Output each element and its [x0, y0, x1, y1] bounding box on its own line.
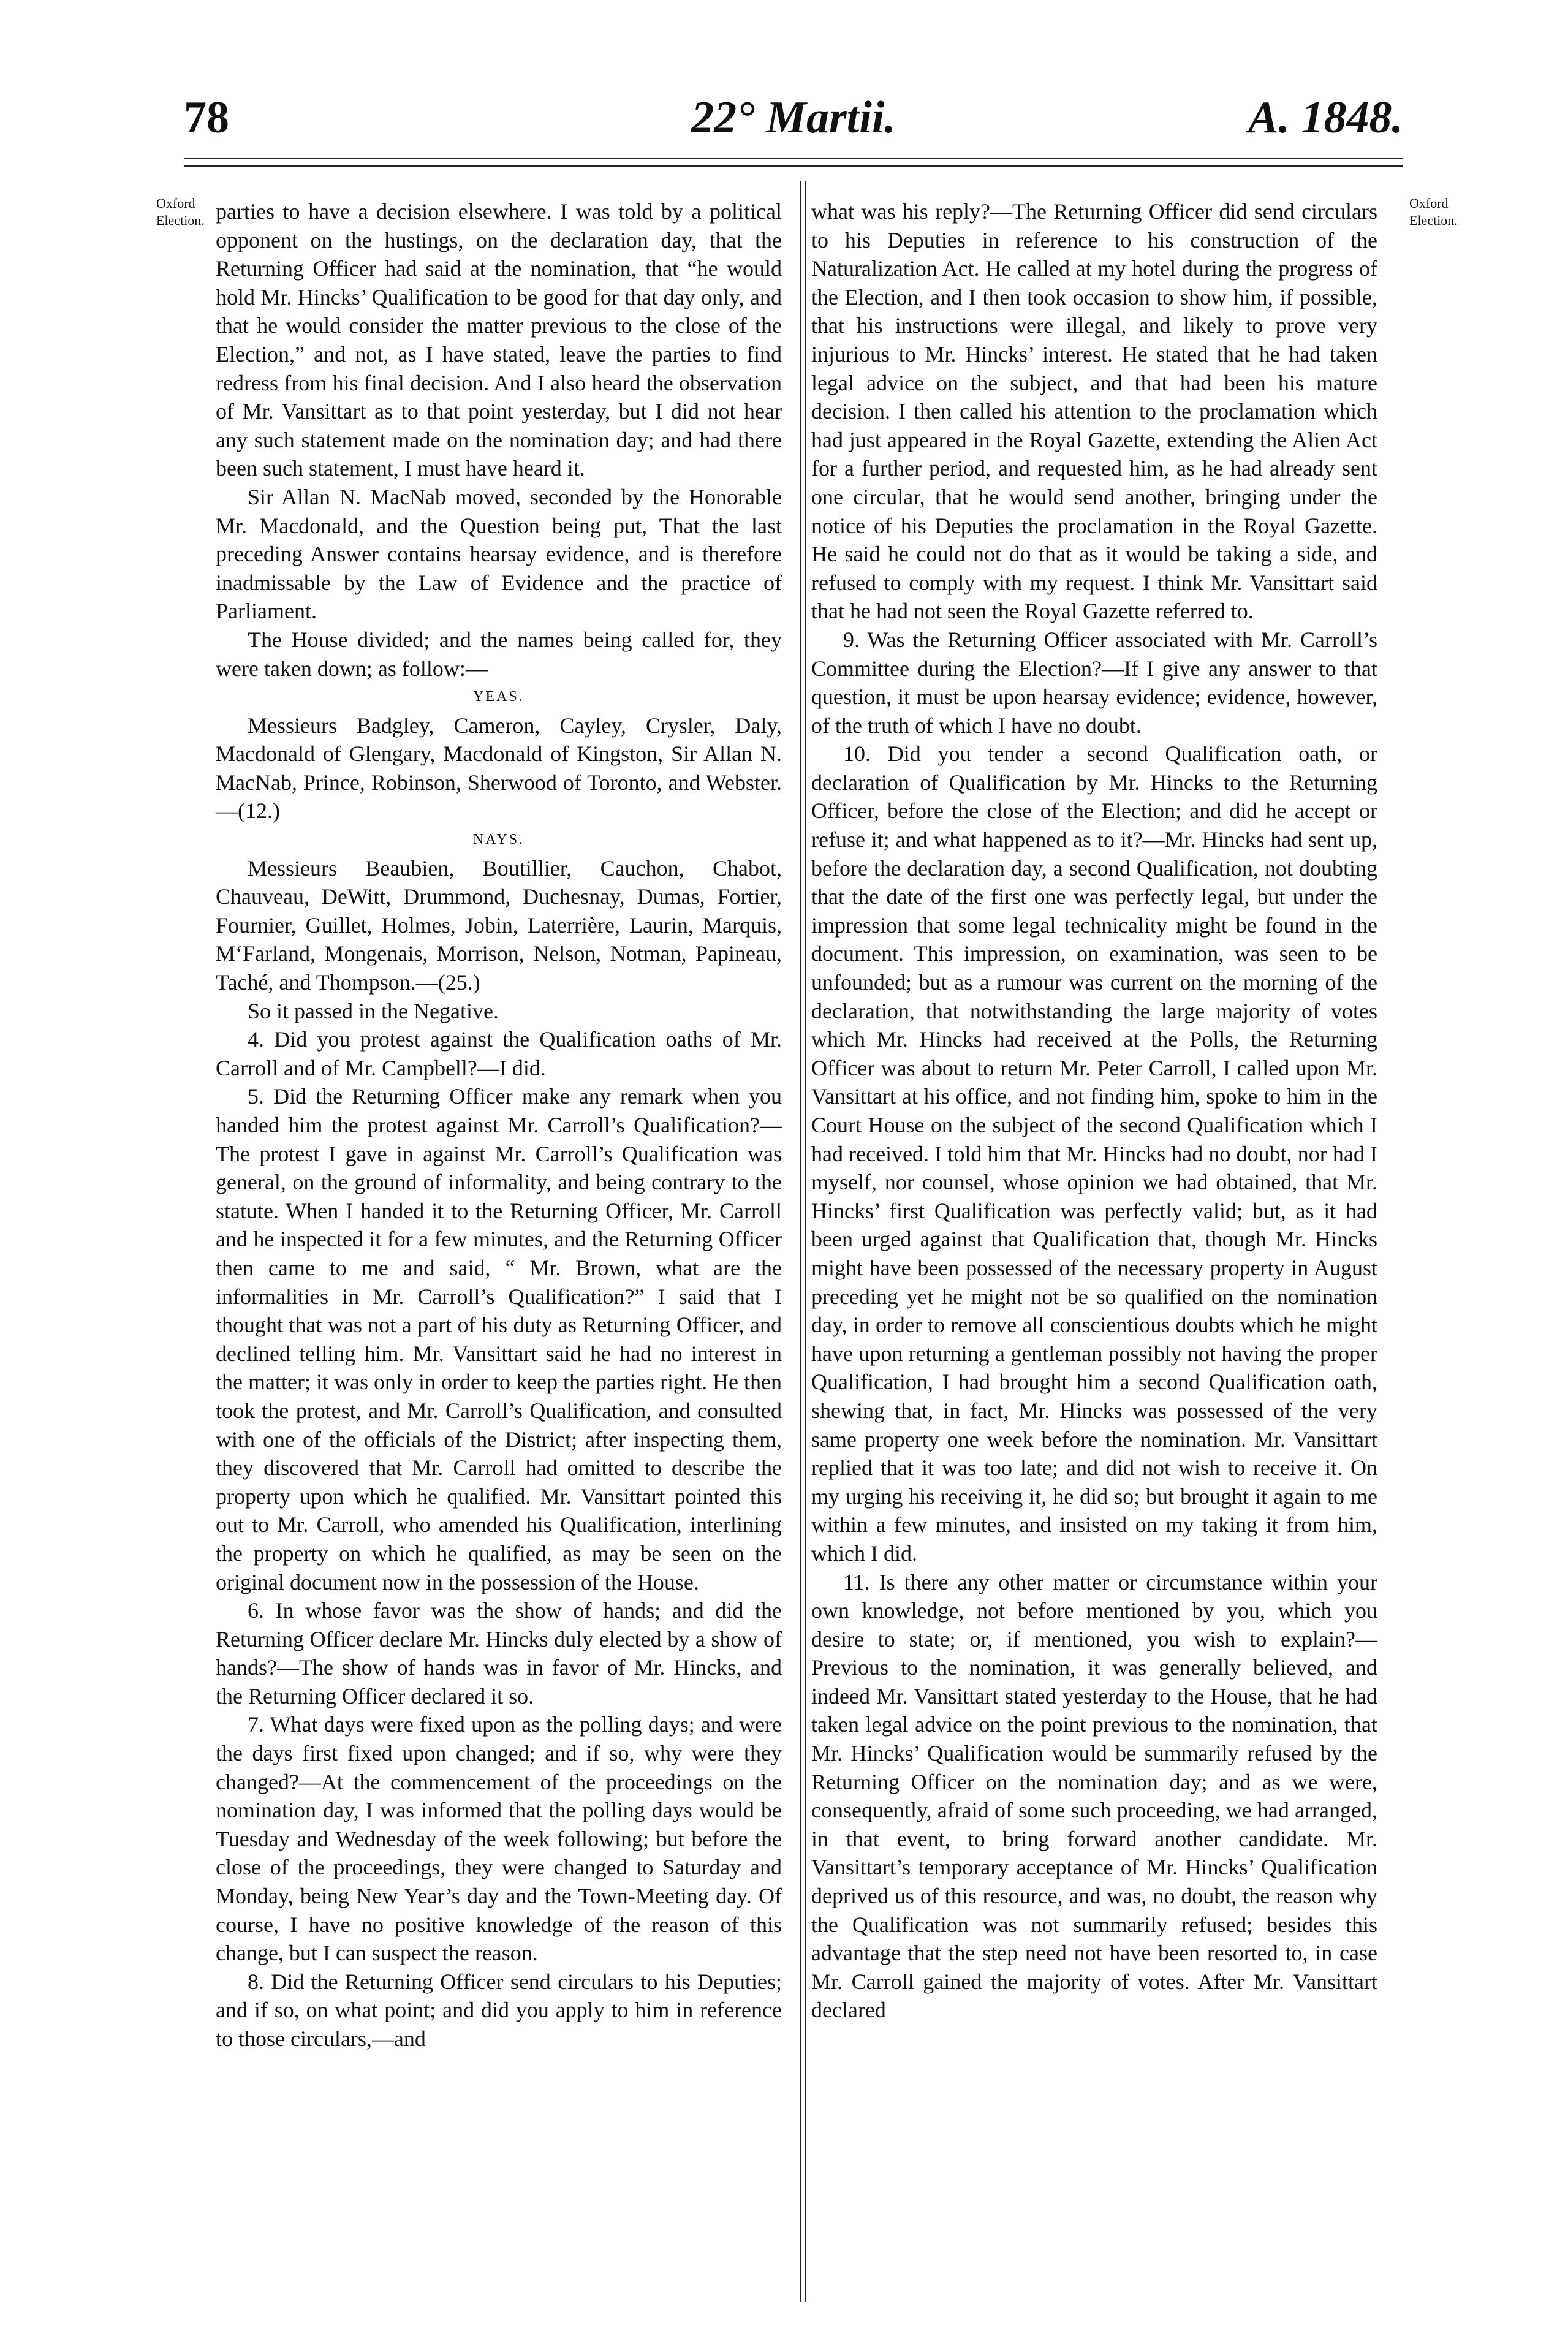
question-8: 8. Did the Returning Officer send circulars to his Deputies; and if so, on what point; and did you apply to him in reference to those circulars,—and	[216, 1969, 782, 2051]
question-6: 6. In whose favor was the show of hands; and did the Returning Officer declare Mr. Hincks duly elected by a show of hands?—The show of hands was in favor of Mr. Hincks, and the Returning Officer declared it so.	[216, 1598, 782, 1708]
paragraph: The House divided; and the names being called for, they were taken down; as follow:—	[216, 627, 782, 681]
question-4: 4. Did you protest against the Qualification oaths of Mr. Carroll and of Mr. Campbell?—I did.	[216, 1027, 782, 1080]
header-year: A. 1848.	[1248, 93, 1403, 143]
paragraph: So it passed in the Negative.	[248, 998, 499, 1023]
paragraph: Sir Allan N. MacNab moved, seconded by the Honorable Mr. Macdonald, and the Question being put, That the last preceding Answer contains hearsay evidence, and is therefore inadmissable by the Law of Evidence and the practice of Parliament.	[216, 484, 782, 624]
nays-list: Messieurs Beaubien, Boutillier, Cauchon, Chabot, Chauveau, DeWitt, Drummond, Duchesnay, Dumas, Fortier, Fournier, Guillet, Holmes, Jobin, Laterrière, Laurin, Marquis, M‘Farland, Mongenais, Morrison, Nelson, Notman, Papineau, Taché, and Thompson.—(25.)	[216, 855, 782, 995]
yeas-heading: YEAS.	[473, 689, 525, 705]
question-10: 10. Did you tender a second Qualification oath, or declaration of Qualification by Mr. Hincks to the Returning Officer, before the close of the Election; and did he accept or refuse it; and what happened as to it?—Mr. Hincks had sent up, before the declaration day, a second Qualification, not doubting that the date of the first one was perfectly legal, but under the impression that some legal technicality might be found in the document. This impression, on examination, was seen to be unfounded; but as a rumour was current on the morning of the declaration, that notwithstanding the large majority of votes which Mr. Hincks had received at the Polls, the Returning Officer was about to return Mr. Peter Carroll, I called upon Mr. Vansittart at his office, and not finding him, spoke to him in the Court House on the subject of the second Qualification which I had received. I told him that Mr. Hincks had no doubt, nor had I myself, nor counsel, whose opinion we had obtained, that Mr. Hincks’ first Qualification was perfectly valid; but, as it had been urged against that Qualification that, though Mr. Hincks might have been possessed of the necessary property in August preceding yet he might not be so qualified on the nomination day, in order to remove all conscientious doubts which he might have upon returning a gentleman possibly not having the proper Qualification, I had brought him a second Qualification oath, shewing that, in fact, Mr. Hincks was possessed of the very same property one week before the nomination. Mr. Vansittart replied that it was too late; and did not wish to receive it. On my urging his receiving it, he did so; but brought it again to me within a few minutes, and insisted on my taking it from him, which I did.	[811, 741, 1377, 1566]
nays-heading: NAYS.	[472, 832, 525, 848]
left-column	[216, 197, 782, 2053]
paragraph: what was his reply?—The Returning Officer did send circulars to his Deputies in reference to his construction of the Naturalization Act. He called at my hotel during the progress of the Election, and I then took occasion to show him, if possible, that his instructions were illegal, and likely to prove very injurious to Mr. Hincks’ interest. He stated that he had taken legal advice on the subject, and that had been his mature decision. I then called his attention to the proclamation which had just appeared in the Royal Gazette, extending the Alien Act for a further period, and requested him, as he had already sent one circular, that he would send another, bringing under the notice of his Deputies the proclamation in the Royal Gazette. He said he could not do that as it would be taking a side, and refused to comply with my request. I think Mr. Vansittart said that he had not seen the Royal Gazette referred to.	[811, 199, 1377, 624]
header-date: 22° Martii.	[691, 93, 896, 143]
margin-note-right: Oxford Election.	[1409, 195, 1458, 228]
page-number: 78	[184, 93, 229, 143]
column-divider	[800, 181, 801, 2302]
column-divider	[805, 181, 806, 2302]
question-5: 5. Did the Returning Officer make any remark when you handed him the protest against Mr. Carroll’s Qualification?—The protest I gave in against Mr. Carroll’s Qualification was general, on the ground of informality, and being contrary to the statute. When I handed it to the Returning Officer, Mr. Carroll and he inspected it for a few minutes, and the Returning Officer then came to me and said, “ Mr. Brown, what are the informalities in Mr. Carroll’s Qualification?” I said that I thought that was not a part of his duty as Returning Officer, and declined telling him. Mr. Vansittart said he had no interest in the matter; it was only in order to keep the parties right. He then took the protest, and Mr. Carroll’s Qualification, and consulted with one of the officials of the District; after inspecting them, they discovered that Mr. Carroll had omitted to describe the property upon which he qualified. Mr. Vansittart pointed this out to Mr. Carroll, who amended his Qualification, interlining the property on which he qualified, as may be seen on the original document now in the possession of the House.	[216, 1084, 782, 1594]
margin-note-left: Oxford Election.	[156, 195, 205, 228]
header-rule-top	[184, 158, 1403, 159]
yeas-list: Messieurs Badgley, Cameron, Cayley, Crysler, Daly, Macdonald of Glengary, Macdonald of Kingston, Sir Allan N. MacNab, Prince, Robinson, Sherwood of Toronto, and Webster.—(12.)	[216, 713, 782, 824]
question-7: 7. What days were fixed upon as the polling days; and were the days first fixed upon changed; and if so, why were they changed?—At the commencement of the proceedings on the nomination day, I was informed that the polling days would be Tuesday and Wednesday of the week following; but before the close of the proceedings, they were changed to Saturday and Monday, being New Year’s day and the Town-Meeting day. Of course, I have no positive knowledge of the reason of this change, but I can suspect the reason.	[216, 1712, 782, 1966]
page-header	[184, 92, 1403, 165]
question-11: 11. Is there any other matter or circumstance within your own knowledge, not before mentioned by you, which you desire to state; or, if mentioned, you wish to explain?—Previous to the nomination, it was generally believed, and indeed Mr. Vansittart stated yesterday to the House, that he had taken legal advice on the point previous to the nomination, that Mr. Hincks’ Qualification would be summarily refused by the Returning Officer on the nomination day; and as we were, consequently, afraid of some such proceeding, we had arranged, in that event, to bring forward another candidate. Mr. Vansittart’s temporary acceptance of Mr. Hincks’ Qualification deprived us of this resource, and was, no doubt, the reason why the Qualification was not summarily refused; besides this advantage that the step need not have been resorted to, in case Mr. Carroll gained the majority of votes. After Mr. Vansittart declared	[811, 1569, 1377, 2023]
question-9: 9. Was the Returning Officer associated with Mr. Carroll’s Committee during the Election?—If I give any answer to that question, it must be upon hearsay evidence; evidence, however, of the truth of which I have no doubt.	[811, 627, 1377, 738]
header-rule-bottom	[184, 165, 1403, 167]
paragraph: parties to have a decision elsewhere. I was told by a political opponent on the hustings, on the declaration day, that the Returning Officer had said at the nomination, that “he would hold Mr. Hincks’ Qualification to be good for that day only, and that he would consider the matter previous to the close of the Election,” and not, as I have stated, leave the parties to find redress from his final decision. And I also heard the observation of Mr. Vansittart as to that point yesterday, but I did not hear any such statement made on the nomination day; and had there been such statement, I must have heard it.	[216, 199, 782, 481]
right-column	[811, 197, 1377, 2025]
